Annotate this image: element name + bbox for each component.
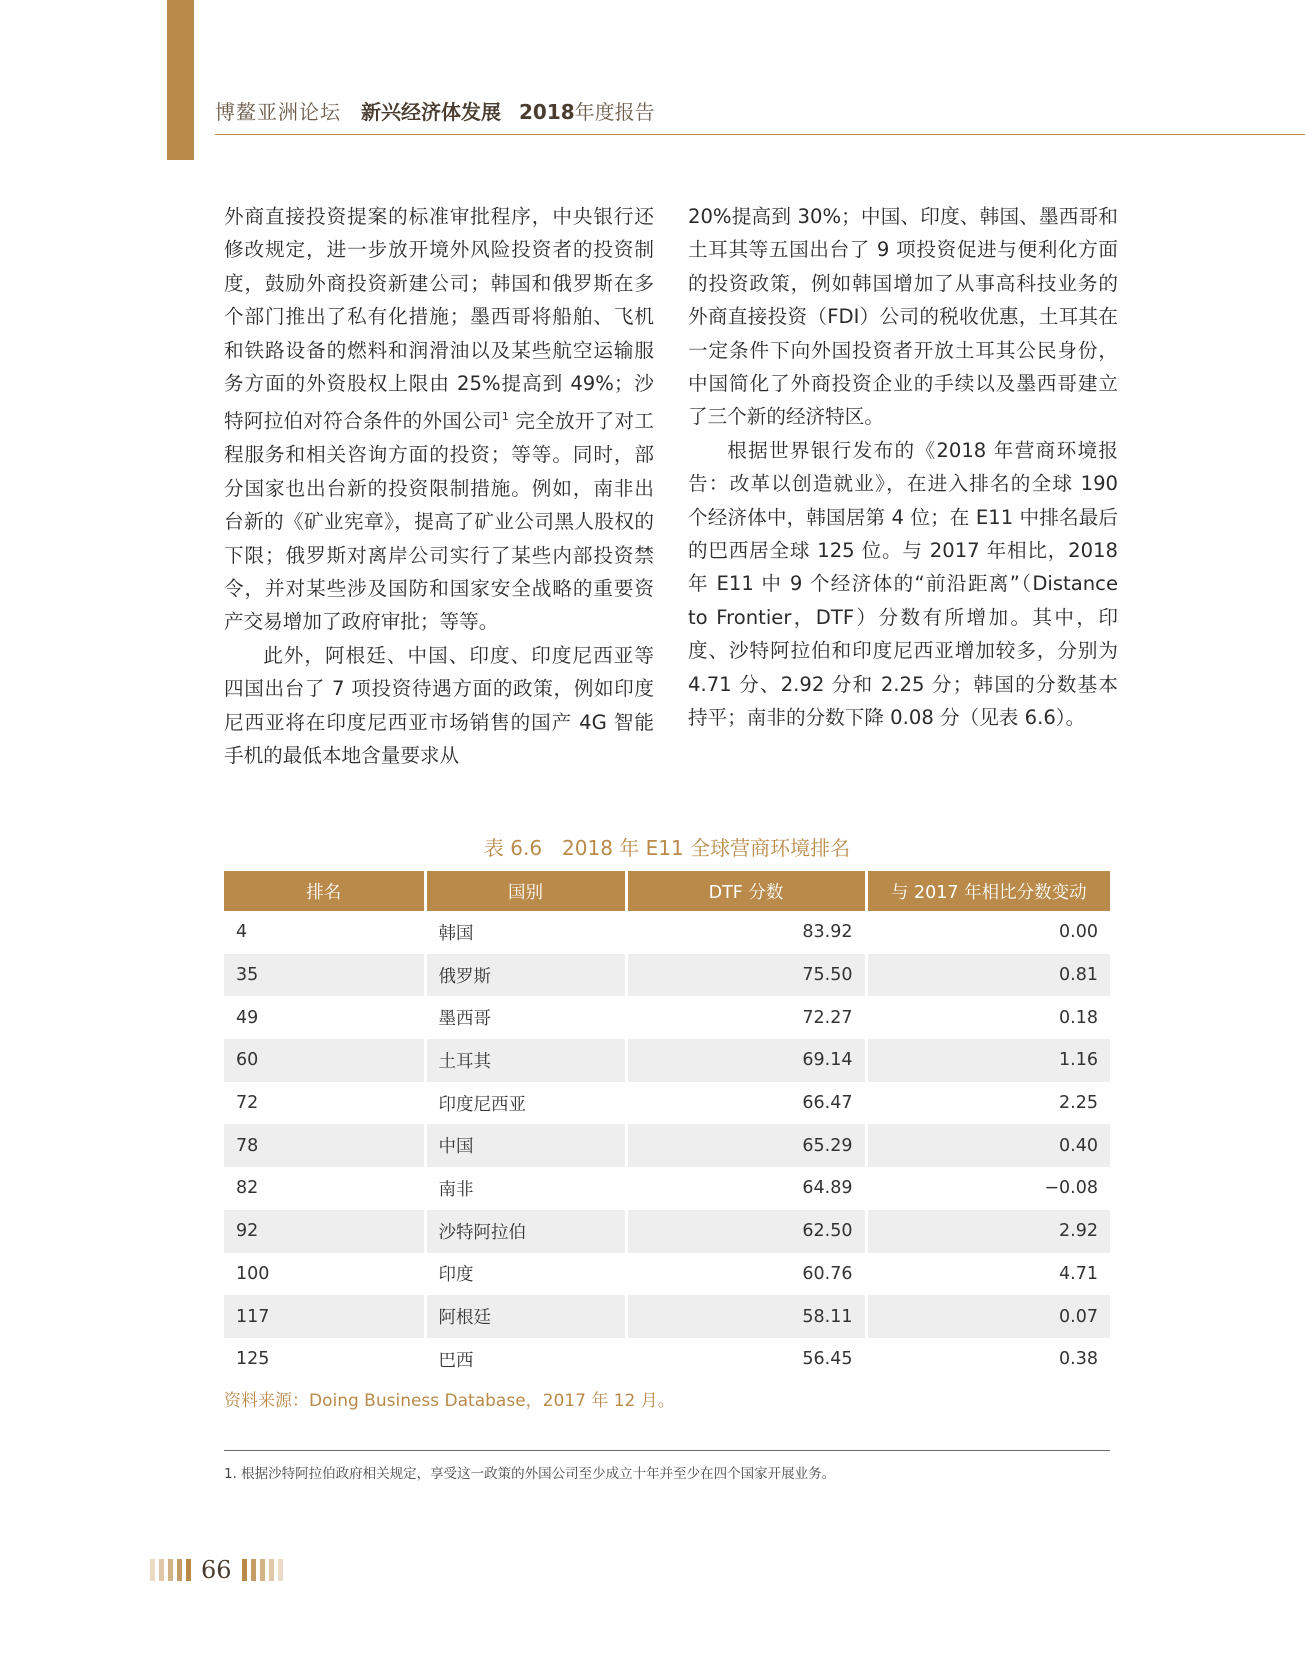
table-row bbox=[224, 1338, 1110, 1381]
body-column-left bbox=[224, 200, 654, 772]
body-column-right bbox=[688, 200, 1118, 735]
cell-change: 0.00 bbox=[1059, 922, 1098, 943]
cell-country: 印度 bbox=[425, 1253, 626, 1296]
cell-rank: 60 bbox=[224, 1039, 425, 1082]
cell-dtf: 64.89 bbox=[626, 1167, 866, 1210]
cell-change: 4.71 bbox=[1059, 1263, 1098, 1284]
cell-rank: 82 bbox=[224, 1167, 425, 1210]
table-row bbox=[224, 1039, 1110, 1082]
cell-country: 中国 bbox=[425, 1124, 626, 1167]
table-header-row bbox=[224, 871, 1110, 911]
cell-rank: 100 bbox=[224, 1253, 425, 1296]
page-bars-left bbox=[150, 1559, 195, 1581]
table-caption: 表 6.6 2018 年 E11 全球营商环境排名 bbox=[483, 836, 851, 860]
cell-change: 0.18 bbox=[1059, 1007, 1098, 1028]
cell-dtf: 69.14 bbox=[626, 1039, 866, 1082]
cell-rank: 117 bbox=[224, 1295, 425, 1338]
cell-country: 南非 bbox=[425, 1167, 626, 1210]
cell-dtf: 83.92 bbox=[626, 911, 866, 954]
cell-dtf: 56.45 bbox=[626, 1338, 866, 1381]
cell-country: 墨西哥 bbox=[425, 996, 626, 1039]
table-source: 资料来源：Doing Business Database，2017 年 12 月。 bbox=[224, 1391, 675, 1411]
table-row bbox=[224, 1082, 1110, 1125]
page-number-block bbox=[150, 1558, 287, 1582]
cell-country: 巴西 bbox=[425, 1338, 626, 1381]
cell-rank: 72 bbox=[224, 1082, 425, 1125]
table-row bbox=[224, 1210, 1110, 1253]
paragraph: 20%提高到 30%；中国、印度、韩国、墨西哥和土耳其等五国出台了 9 项投资促进与便利化方面的投资政策，例如韩国增加了从事高科技业务的外商直接投资（FDI）公司的税收优惠，土耳其在一定条件下向外国投资者开放土耳其公民身份，中国简化了外商投资企业的手续以及墨西哥建立了三个新的经济特区。 bbox=[688, 205, 1118, 429]
cell-country: 阿根廷 bbox=[425, 1295, 626, 1338]
cell-change: 2.92 bbox=[866, 1210, 1110, 1253]
table-row bbox=[224, 911, 1110, 954]
running-header bbox=[215, 92, 1305, 135]
cell-change: 0.81 bbox=[866, 954, 1110, 997]
cell-change: 0.38 bbox=[1059, 1349, 1098, 1370]
cell-dtf: 72.27 bbox=[626, 996, 866, 1039]
header-forum: 博鳌亚洲论坛 bbox=[215, 100, 341, 124]
cell-dtf: 62.50 bbox=[626, 1210, 866, 1253]
header-report: 年度报告 bbox=[574, 100, 655, 124]
cell-dtf: 65.29 bbox=[626, 1124, 866, 1167]
cell-change: 1.16 bbox=[866, 1039, 1110, 1082]
table-row bbox=[224, 954, 1110, 997]
footnote: 1. 根据沙特阿拉伯政府相关规定，享受这一政策的外国公司至少成立十年并至少在四个国家开展业务。 bbox=[224, 1466, 836, 1482]
table-row bbox=[224, 1295, 1110, 1338]
column-header-dtf: DTF 分数 bbox=[626, 871, 866, 911]
footnote-marker[interactable]: 1 bbox=[501, 410, 509, 424]
paragraph: 根据世界银行发布的《2018 年营商环境报告：改革以创造就业》，在进入排名的全球 190 个经济体中，韩国居第 4 位；在 E11 中排名最后的巴西居全球 125 位。与 2017 年相比，2018 年 E11 中 9 个经济体的“前沿距离”（Distance to Frontier，DTF）分数有所增加。其中，印度、沙特阿拉伯和印度尼西亚增加较多，分别为 4.71 分、2.92 分和 2.25 分；韩国的分数基本持平；南非的分数下降 0.08 分（见表 6.6）。 bbox=[688, 438, 1118, 730]
ranking-table bbox=[224, 871, 1110, 1381]
cell-dtf: 75.50 bbox=[626, 954, 866, 997]
cell-change: −0.08 bbox=[1044, 1178, 1098, 1199]
cell-dtf: 60.76 bbox=[626, 1253, 866, 1296]
footnote-divider bbox=[224, 1450, 1110, 1451]
table-row bbox=[224, 996, 1110, 1039]
cell-rank: 92 bbox=[224, 1210, 425, 1253]
cell-country: 印度尼西亚 bbox=[425, 1082, 626, 1125]
table-row bbox=[224, 1167, 1110, 1210]
header-year: 2018 bbox=[519, 100, 575, 124]
cell-dtf: 66.47 bbox=[626, 1082, 866, 1125]
cell-country: 韩国 bbox=[425, 911, 626, 954]
column-header-change: 与 2017 年相比分数变动 bbox=[866, 871, 1110, 911]
column-header-rank: 排名 bbox=[224, 871, 425, 911]
paragraph: 此外，阿根廷、中国、印度、印度尼西亚等四国出台了 7 项投资待遇方面的政策，例如印度尼西亚将在印度尼西亚市场销售的国产 4G 智能手机的最低本地含量要求从 bbox=[224, 643, 654, 768]
column-header-country: 国别 bbox=[425, 871, 626, 911]
cell-change: 2.25 bbox=[1059, 1093, 1098, 1114]
table-row bbox=[224, 1124, 1110, 1167]
cell-country: 沙特阿拉伯 bbox=[425, 1210, 626, 1253]
page-bars-right bbox=[242, 1559, 287, 1581]
cell-rank: 4 bbox=[224, 911, 425, 954]
cell-rank: 125 bbox=[224, 1338, 425, 1381]
cell-change: 0.40 bbox=[866, 1124, 1110, 1167]
cell-country: 俄罗斯 bbox=[425, 954, 626, 997]
paragraph: 外商直接投资提案的标准审批程序，中央银行还修改规定，进一步放开境外风险投资者的投资制度，鼓励外商投资新建公司；韩国和俄罗斯在多个部门推出了私有化措施；墨西哥将船舶、飞机和铁路设备的燃料和润滑油以及某些航空运输服务方面的外资股权上限由 25%提高到 49%；沙特阿拉伯对符合条件的外国公司$^1$ 完全放开了对工程服务和相关咨询方面的投资；等等。同时，部分国家也出台新的投资限制措施。例如，南非出台新的《矿业宪章》，提高了矿业公司黑人股权的下限；俄罗斯对离岸公司实行了某些内部投资禁令，并对某些涉及国防和国家安全战略的重要资产交易增加了政府审批；等等。 bbox=[224, 205, 654, 634]
cell-rank: 78 bbox=[224, 1124, 425, 1167]
table-row bbox=[224, 1253, 1110, 1296]
cell-country: 土耳其 bbox=[425, 1039, 626, 1082]
page-number: 66 bbox=[201, 1556, 232, 1584]
header-accent-bar bbox=[167, 0, 194, 160]
header-subtitle: 新兴经济体发展 bbox=[361, 100, 501, 124]
cell-dtf: 58.11 bbox=[626, 1295, 866, 1338]
cell-change: 0.07 bbox=[866, 1295, 1110, 1338]
cell-rank: 35 bbox=[224, 954, 425, 997]
cell-rank: 49 bbox=[224, 996, 425, 1039]
header-title bbox=[215, 96, 655, 125]
